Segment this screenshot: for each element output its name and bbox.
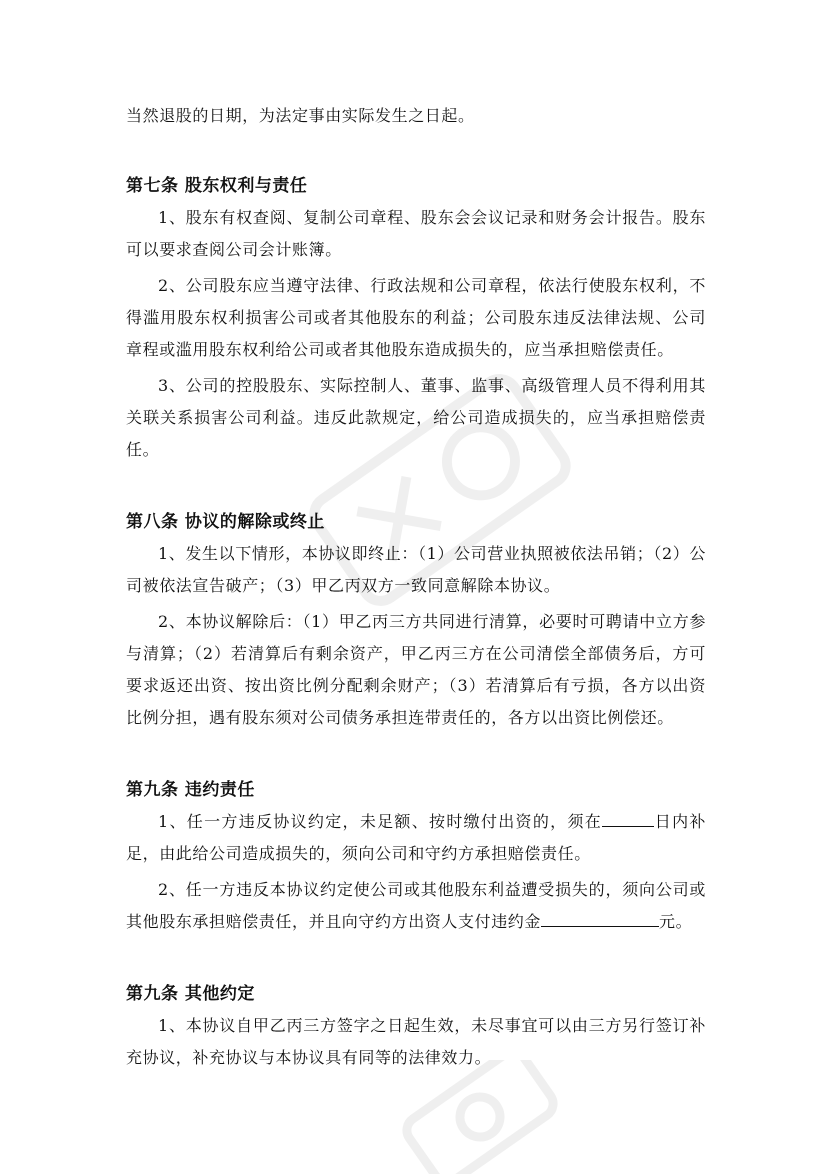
intro-line: 当然退股的日期，为法定事由实际发生之日起。	[126, 106, 475, 125]
section-8-para-2: 2、本协议解除后：（1）甲乙丙三方共同进行清算，必要时可聘请中立方参与清算；（2）若清算后有剩余资产，甲乙丙三方在公司清偿全部债务后，方可要求返还出资、按出资比例分配剩余财产；（3）若清算后有亏损，各方以出资比例分担，遇有股东须对公司债务承担连带责任的，各方以出资比例偿还。	[126, 612, 706, 727]
para-text: 1、任一方违反协议约定，未足额、按时缴付出资的，须在	[158, 812, 603, 831]
section-7-para-2: 2、公司股东应当遵守法律、行政法规和公司章程，依法行使股东权利，不得滥用股东权利损害公司或者其他股东的利益；公司股东违反法律法规、公司章程或滥用股东权利给公司或者其他股东造成损失的，应当承担赔偿责任。	[126, 276, 706, 359]
para-text: 日内补足，由此给公司造成损失的，须向公司和守约方承担赔偿责任。	[126, 812, 706, 863]
days-blank-field[interactable]	[602, 808, 654, 827]
section-title-9-other: 第九条 其他约定	[126, 984, 255, 1004]
section-9-para-1	[126, 806, 706, 870]
section-title-7: 第七条 股东权利与责任	[126, 176, 308, 196]
section-7-para-1: 1、股东有权查阅、复制公司章程、股东会会议记录和财务会计报告。股东可以要求查阅公司会计账簿。	[126, 208, 706, 259]
watermark-stamp-icon	[380, 1060, 580, 1174]
section-8-para-1: 1、发生以下情形，本协议即终止：（1）公司营业执照被依法吊销；（2）公司被依法宣告破产；（3）甲乙丙双方一致同意解除本协议。	[126, 544, 706, 595]
section-9-other-para-1: 1、本协议自甲乙丙三方签字之日起生效，未尽事宜可以由三方另行签订补充协议，补充协议与本协议具有同等的法律效力。	[126, 1016, 706, 1067]
section-title-9-liability: 第九条 违约责任	[126, 780, 255, 800]
penalty-amount-blank-field[interactable]	[541, 908, 659, 927]
section-7-para-3: 3、公司的控股股东、实际控制人、董事、监事、高级管理人员不得利用其关联关系损害公司利益。违反此款规定，给公司造成损失的，应当承担赔偿责任。	[126, 376, 706, 459]
para-text: 元。	[659, 912, 693, 931]
section-title-8: 第八条 协议的解除或终止	[126, 512, 325, 532]
section-9-para-2	[126, 874, 706, 938]
para-text: 2、任一方违反本协议约定使公司或其他股东利益遭受损失的，须向公司或其他股东承担赔偿责任，并且向守约方出资人支付违约金	[126, 880, 706, 931]
